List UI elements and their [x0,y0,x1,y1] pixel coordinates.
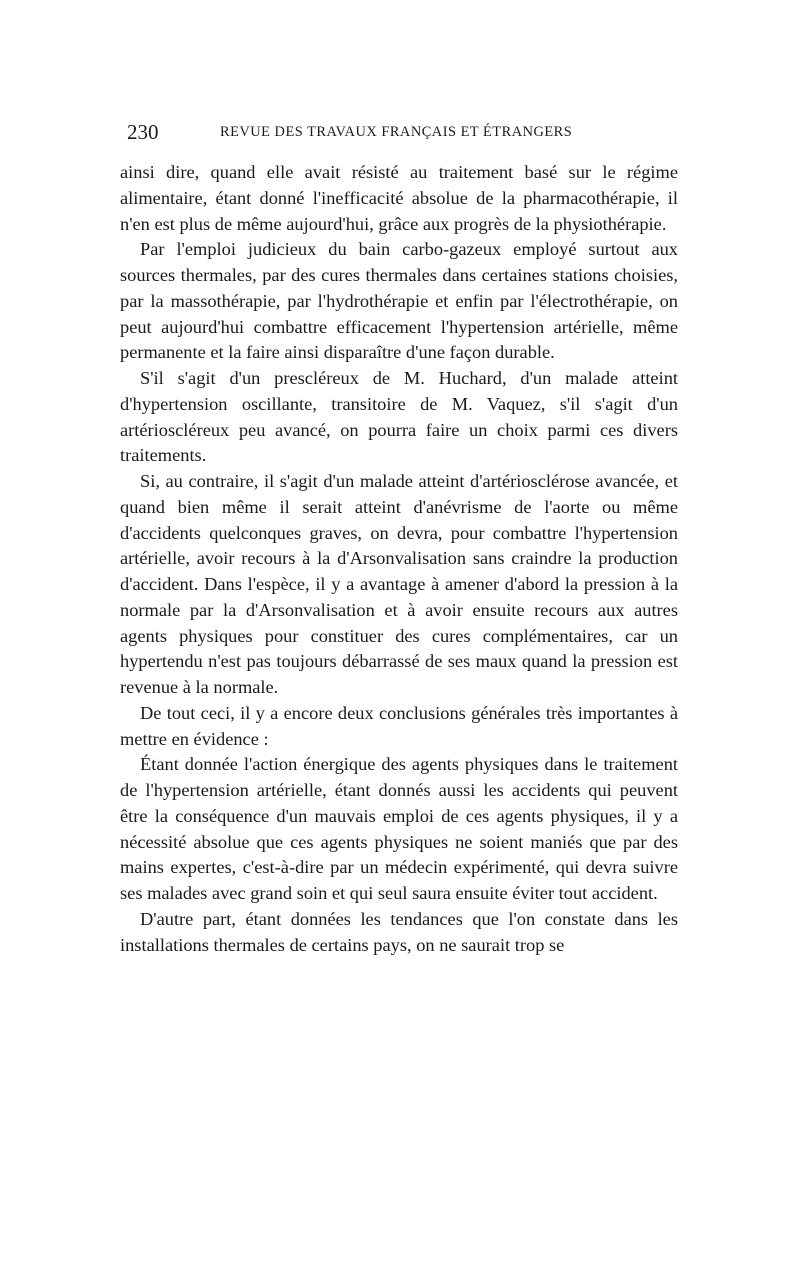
paragraph: Par l'emploi judicieux du bain carbo-gazeux employé surtout aux sources thermales, par des cures thermales dans certaines stations choisies, par la massothérapie, par l'hydrothérapie et enfin par l'électrothérapie, on peut aujourd'hui combattre efficacement l'hypertension artérielle, même permanente et la faire ainsi disparaître d'une façon durable. [120,239,678,363]
paragraph: S'il s'agit d'un prescléreux de M. Huchard, d'un malade atteint d'hypertension oscillante, transitoire de M. Vaquez, s'il s'agit d'un artérioscléreux peu avancé, on pourra faire un choix parmi ces divers traitements. [120,368,678,466]
paragraph: Étant donnée l'action énergique des agents physiques dans le traitement de l'hypertension artérielle, étant donnés aussi les accidents qui peuvent être la conséquence d'un mauvais emploi de ces agents physiques, il y a nécessité absolue que ces agents physiques ne soient maniés que par des mains expertes, c'est-à-dire par un médecin expérimenté, qui devra suivre ses malades avec grand soin et qui seul saura ensuite éviter tout accident. [120,754,678,903]
paragraph-continued: ainsi dire, quand elle avait résisté au traitement basé sur le régime alimentaire, étant donné l'inefficacité absolue de la pharmacothérapie, il n'en est plus de même aujourd'hui, grâce aux progrès de la physiothérapie. [120,162,678,234]
paragraph: D'autre part, étant données les tendances que l'on constate dans les installations thermales de certains pays, on ne saurait trop se [120,908,678,955]
running-head [127,118,677,146]
body-text [120,160,678,958]
paragraph: Si, au contraire, il s'agit d'un malade atteint d'artériosclérose avancée, et quand bien même il serait atteint d'anévrisme de l'aorte ou même d'accidents quelconques graves, on devra, pour combattre l'hypertension artérielle, avoir recours à la d'Arsonvalisation sans craindre la production d'accident. Dans l'espèce, il y a avantage à amener d'abord la pression à la normale par la d'Arsonvalisation et à avoir ensuite recours aux autres agents physiques pour constituer des cures complémentaires, car un hypertendu n'est pas toujours débarrassé de ses maux quand la pression est revenue à la normale. [120,471,678,697]
page-number: 230 [127,120,159,144]
running-head-title: REVUE DES TRAVAUX FRANÇAIS ET ÉTRANGERS [220,124,573,140]
paragraph: De tout ceci, il y a encore deux conclusions générales très importantes à mettre en évidence : [120,702,678,749]
